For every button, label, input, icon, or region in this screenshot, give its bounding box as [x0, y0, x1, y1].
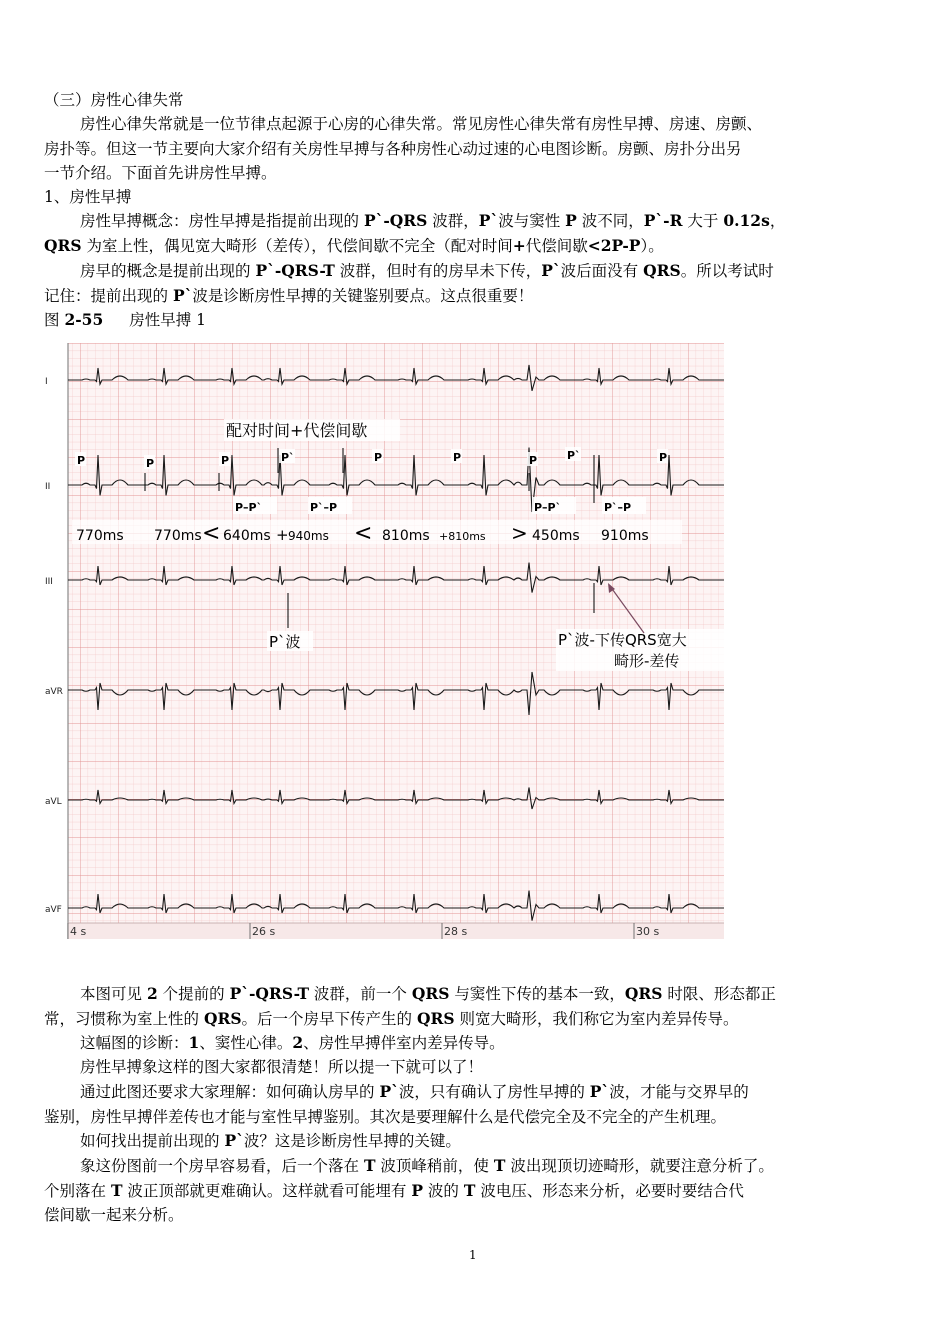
subsection-title: 1、房性早搏 [44, 188, 132, 206]
interval-value: 640ms [223, 528, 271, 544]
intro-line-3: 一节介绍。下面首先讲房性早搏。 [44, 164, 277, 182]
interval-value: + [276, 526, 289, 544]
time-label: 30 s [636, 925, 660, 938]
p-wave-label: P [221, 454, 230, 467]
interval-pair-label: P`–P [310, 501, 338, 514]
lead-label-III: III [45, 577, 53, 587]
time-label: 26 s [252, 925, 276, 938]
concept-line-2: QRS 为室上性，偶见宽大畸形（差传），代偿间歇不完全（配对时间+代偿间歇<2P-P）。 [44, 236, 664, 255]
intro-line-1: 房性心律失常就是一位节律点起源于心房的心律失常。常见房性心律失常有房性早搏、房速、房颤、 [80, 115, 763, 133]
time-label: 28 s [444, 925, 468, 938]
p-wave-label: P` [567, 449, 581, 462]
interval-value: < [202, 521, 221, 546]
interval-value: 810ms [382, 528, 430, 544]
intro-line-2: 房扑等。但这一节主要向大家介绍有关房性早搏与各种房性心动过速的心电图诊断。房颤、房扑分出另 [44, 140, 742, 158]
after-line-4: 房性早搏象这样的图大家都很清楚！所以提一下就可以了！ [80, 1058, 484, 1076]
interval-pair-label: P–P` [235, 501, 263, 514]
interval-value: 910ms [601, 528, 649, 544]
after-line-6: 鉴别，房性早搏伴差传也才能与室性早搏鉴别。其次是要理解什么是代偿完全及不完全的产生机理。 [44, 1108, 727, 1126]
after-line-10: 偿间歇一起来分析。 [44, 1206, 184, 1224]
p-wave-label: P [659, 451, 668, 464]
page-number: 1 [469, 1248, 477, 1262]
annotation-aberrant-2: 畸形-差传 [614, 652, 680, 670]
section-title: （三）房性心律失常 [44, 91, 184, 109]
interval-value: < [354, 521, 373, 546]
interval-value: 770ms [76, 528, 124, 544]
lead-label-II: II [45, 482, 51, 492]
p-wave-label: P [77, 454, 86, 467]
definition-line-1: 房早的概念是提前出现的 P`-QRS-T 波群，但时有的房早未下传，P`波后面没有 QRS。所以考试时 [80, 261, 774, 280]
time-label: 4 s [70, 925, 87, 938]
lead-label-aVL: aVL [45, 797, 62, 807]
ecg-strip [42, 343, 724, 939]
lead-label-I: I [45, 377, 48, 387]
figure-caption: 图 2-55 房性早搏 1 [44, 310, 207, 329]
lead-label-aVF: aVF [45, 905, 62, 915]
concept-line-1: 房性早搏概念：房性早搏是指提前出现的 P`-QRS 波群，P`波与窦性 P 波不同，P`-R 大于 0.12s， [80, 211, 786, 230]
p-wave-label: P [146, 457, 155, 470]
interval-value: > [511, 521, 528, 545]
annotation-p-wave: P`波 [269, 633, 301, 651]
p-wave-label: P [453, 451, 462, 464]
after-line-7: 如何找出提前出现的 P`波？这是诊断房性早搏的关键。 [80, 1131, 461, 1150]
annotation-pairing: 配对时间+代偿间歇 [226, 421, 368, 440]
after-line-5: 通过此图还要求大家理解：如何确认房早的 P`波，只有确认了房性早搏的 P`波，才能与交界早的 [80, 1082, 749, 1101]
p-wave-label: P [374, 451, 383, 464]
after-line-9: 个别落在 T 波正顶部就更难确认。这样就看可能埋有 P 波的 T 波电压、形态来分析，必要时要结合代 [44, 1181, 744, 1200]
after-line-2: 常，习惯称为室上性的 QRS。后一个房早下传产生的 QRS 则宽大畸形，我们称它为室内差异传导。 [44, 1009, 739, 1028]
interval-value: 940ms [288, 529, 329, 543]
after-line-1: 本图可见 2 个提前的 P`-QRS-T 波群，前一个 QRS 与窦性下传的基本一致，QRS 时限、形态都正 [80, 984, 776, 1003]
lead-label-aVR: aVR [45, 687, 63, 697]
interval-pair-label: P–P` [534, 501, 562, 514]
interval-value: 770ms [154, 528, 202, 544]
definition-line-2: 记住：提前出现的 P`波是诊断房性早搏的关键鉴别要点。这点很重要！ [44, 286, 534, 305]
interval-value: +810ms [439, 530, 486, 543]
interval-pair-label: P`–P [604, 501, 632, 514]
interval-value: 450ms [532, 528, 580, 544]
annotation-aberrant-1: P`波-下传QRS宽大 [558, 631, 687, 649]
p-wave-label: P [529, 454, 538, 467]
after-line-8: 象这份图前一个房早容易看，后一个落在 T 波顶峰稍前，使 T 波出现顶切迹畸形，就要注意分析了。 [80, 1156, 774, 1175]
after-line-3: 这幅图的诊断：1、窦性心律。2、房性早搏伴室内差异传导。 [80, 1033, 505, 1052]
p-wave-label: P` [281, 451, 295, 464]
